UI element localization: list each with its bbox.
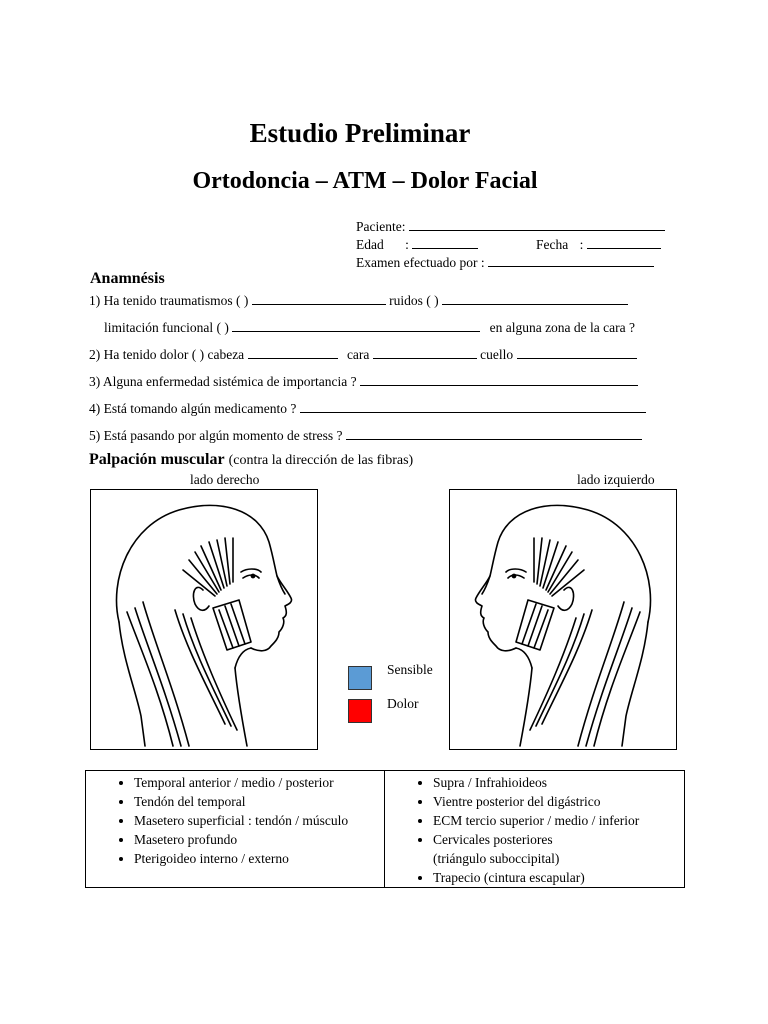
fecha-field[interactable] [587,234,661,249]
fecha-colon: : [579,237,584,252]
examen-field[interactable] [488,252,654,267]
page-title: Estudio Preliminar [249,118,471,148]
palpacion-heading-row [89,451,413,469]
q5-row [89,425,642,444]
list-item-text: • Cervicales posteriores [433,832,553,847]
palpacion-note: (contra la dirección de las fibras) [228,453,414,468]
q3-row [89,371,638,390]
q1-row [89,290,628,309]
muscles-col-left [86,771,385,888]
q1-ruidos: ruidos ( ) [389,293,439,308]
q2-cabeza-field[interactable] [248,344,338,359]
edad-label: Edad [356,237,384,252]
q2-cara-field[interactable] [373,344,477,359]
q5-stress: 5) Está pasando por algún momento de stress ? [89,428,343,443]
q1-limitacion-field[interactable] [232,317,480,332]
q1-ruidos-field[interactable] [442,290,628,305]
list-item: • Pterigoideo interno / externo [134,849,384,868]
list-item: • Supra / Infrahioideos [433,773,684,792]
muscles-list-left [86,773,384,868]
page-subtitle: Ortodoncia – ATM – Dolor Facial [192,168,538,194]
q4-medicamento: 4) Está tomando algún medicamento ? [89,401,297,416]
q3-enfermedad: 3) Alguna enfermedad sistémica de importancia ? [89,374,357,389]
dolor-swatch [348,699,372,723]
anamnesis-heading: Anamnésis [90,270,165,287]
q1-limitacion: limitación funcional ( ) [104,320,229,335]
lado-izquierdo-label: lado izquierdo [577,472,655,487]
list-item: • ECM tercio superior / medio / inferior [433,811,684,830]
list-item: • Tendón del temporal [134,792,384,811]
sensible-label: Sensible [387,662,433,677]
head-right-illustration [91,490,317,749]
head-diagram-left-side [449,489,677,750]
edad-field[interactable] [412,234,478,249]
q2-cuello: cuello [480,347,514,362]
head-diagram-right-side [90,489,318,750]
list-item: • Trapecio (cintura escapular) [433,868,684,887]
list-item [433,830,684,868]
dolor-label: Dolor [387,696,419,711]
muscles-col-right [385,771,685,888]
q5-field[interactable] [346,425,642,440]
q3-field[interactable] [360,371,638,386]
palpacion-heading: Palpación muscular [89,451,225,468]
examen-label: Examen efectuado por : [356,255,485,270]
muscles-list-right [385,773,684,887]
paciente-field[interactable] [409,216,665,231]
muscles-table [85,770,685,888]
sensible-swatch [348,666,372,690]
head-left-illustration [450,490,676,749]
list-item: • Masetero profundo [134,830,384,849]
list-item: • Temporal anterior / medio / posterior [134,773,384,792]
list-item: • Vientre posterior del digástrico [433,792,684,811]
fecha-row [536,234,661,253]
paciente-row [356,216,665,235]
q4-field[interactable] [300,398,646,413]
q1-limitacion-row [104,317,635,336]
fecha-label: Fecha [536,237,569,252]
q2-cara: cara [346,347,370,362]
lado-derecho-label: lado derecho [190,472,260,487]
list-item-subtext: (triángulo suboccipital) [433,851,560,866]
q1-traumatismos-field[interactable] [252,290,386,305]
examen-row [356,252,654,271]
q1-traumatismos: 1) Ha tenido traumatismos ( ) [89,293,249,308]
q2-cuello-field[interactable] [517,344,637,359]
q1-zona-cara: en alguna zona de la cara ? [489,320,636,335]
edad-row [356,234,478,253]
q2-dolor-cabeza: 2) Ha tenido dolor ( ) cabeza [89,347,245,362]
q4-row [89,398,646,417]
paciente-label: Paciente: [356,219,406,234]
q2-row [89,344,637,363]
list-item: • Masetero superficial : tendón / músculo [134,811,384,830]
edad-colon: : [405,237,409,252]
